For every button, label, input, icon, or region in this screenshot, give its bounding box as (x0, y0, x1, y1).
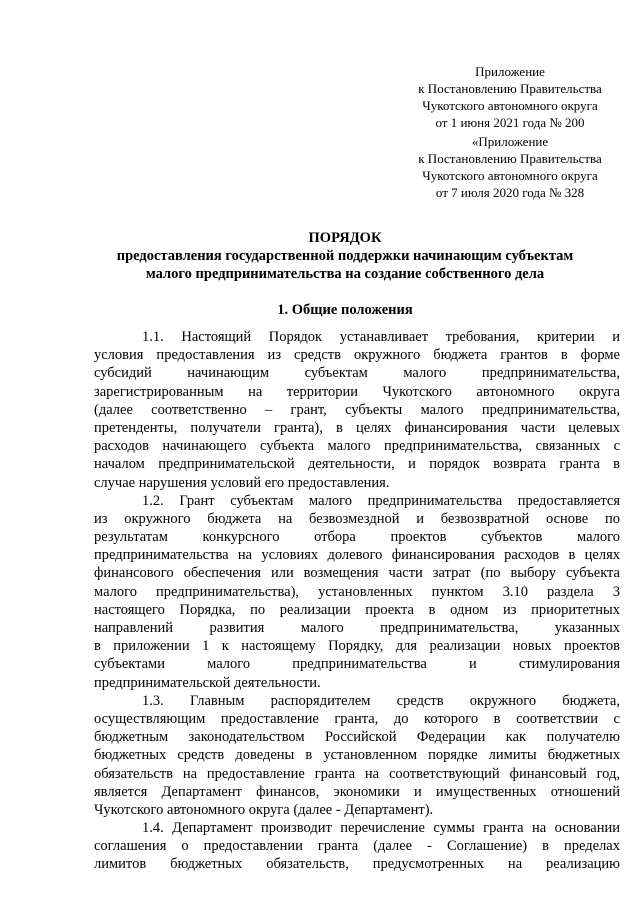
appendix-line: Приложение (475, 64, 545, 79)
paragraph-line: условия предоставления из средств окружного бюджета грантов в форме (94, 347, 620, 364)
paragraph-line: направлений развития малого предпринимательства, указанных (94, 620, 620, 636)
appendix-line: к Постановлению Правительства (418, 151, 602, 166)
paragraph-line: настоящего Порядка, по реализации проекта в одном из приоритетных (94, 601, 620, 618)
body-text (94, 328, 620, 874)
paragraph-line: (далее соответственно – грант, субъекты малого предпринимательства, (94, 401, 620, 418)
paragraph-line: 1.4. Департамент производит перечисление суммы гранта на основании (142, 820, 620, 837)
paragraph-line: предпринимательства на условиях долевого финансирования расходов в целях (94, 547, 620, 564)
paragraph-line: результатам конкурсного отбора проектов субъектов малого (94, 529, 620, 546)
paragraph-line: осуществляющим предоставление гранта, до которого в соответствии с (94, 710, 620, 727)
appendix-line: от 1 июня 2021 года № 200 (435, 115, 585, 130)
paragraph-line: 1.3. Главным распорядителем средств окружного бюджета, (142, 692, 620, 709)
appendix-line: к Постановлению Правительства (418, 81, 602, 96)
paragraph-line: лимитов бюджетных обязательств, предусмотренных на реализацию (94, 856, 620, 873)
paragraph-line: из окружного бюджета на безвозмездной и безвозвратной основе по (94, 510, 620, 527)
paragraph-line: соглашения о предоставлении гранта (далее - Соглашение) в пределах (94, 838, 620, 855)
paragraph-line: предпринимательской деятельности. (94, 674, 321, 691)
paragraph (94, 819, 620, 874)
paragraph-line: в приложении 1 к настоящему Порядку, для реализации новых проектов (94, 638, 620, 655)
paragraph-line: 1.2. Грант субъектам малого предпринимательства предоставляется (142, 492, 620, 509)
paragraph-line: началом предпринимательской деятельности, и порядок возврата гранта в (94, 456, 620, 473)
paragraph (94, 492, 620, 692)
paragraph (94, 692, 620, 819)
appendix-line: «Приложение (471, 134, 549, 149)
paragraph-line: зарегистрированным на территории Чукотского автономного округа (94, 383, 620, 400)
paragraph-line: финансового обеспечения или возмещения части затрат (по выбору субъекта (94, 565, 620, 582)
paragraph-line: бюджетных средств доведены в установленном порядке лимиты бюджетных (94, 747, 620, 764)
title-main: ПОРЯДОК (308, 230, 382, 246)
paragraph-line: претенденты, получатели гранта), в целях финансирования части целевых (94, 419, 620, 436)
paragraph-line: бюджетным законодательством Российской Федерации как получателю (94, 729, 620, 746)
appendix-line: от 7 июля 2020 года № 328 (435, 185, 585, 200)
appendix-line: Чукотского автономного округа (422, 98, 598, 113)
document-title (80, 229, 610, 283)
paragraph-line: Чукотского автономного округа (далее - Департамент). (94, 801, 434, 818)
paragraph-line: расходов начинающего субъекта малого предпринимательства, связанных с (94, 438, 620, 455)
paragraph (94, 328, 620, 492)
section-heading: 1. Общие положения (277, 302, 413, 318)
paragraph-line: малого предпринимательства), установленных пунктом 3.10 раздела 3 (94, 583, 620, 600)
paragraph-line: 1.1. Настоящий Порядок устанавливает требования, критерии и (142, 329, 620, 345)
appendix-header-original (400, 133, 620, 201)
title-subtitle-line: предоставления государственной поддержки начинающим субъектам (116, 248, 574, 264)
paragraph-line: является Департамент финансов, экономики и имущественных отношений (94, 783, 620, 800)
paragraph-line: субъектами малого предпринимательства и стимулирования (94, 656, 620, 673)
appendix-line: Чукотского автономного округа (422, 168, 598, 183)
appendix-header-current (400, 63, 620, 131)
paragraph-line: случае нарушения условий его предоставления. (94, 474, 390, 491)
title-subtitle-line: малого предпринимательства на создание собственного дела (145, 266, 545, 282)
paragraph-line: субсидий начинающим субъектам малого предпринимательства, (94, 365, 620, 382)
paragraph-line: обязательств на предоставление гранта на соответствующий финансовый год, (94, 765, 620, 782)
